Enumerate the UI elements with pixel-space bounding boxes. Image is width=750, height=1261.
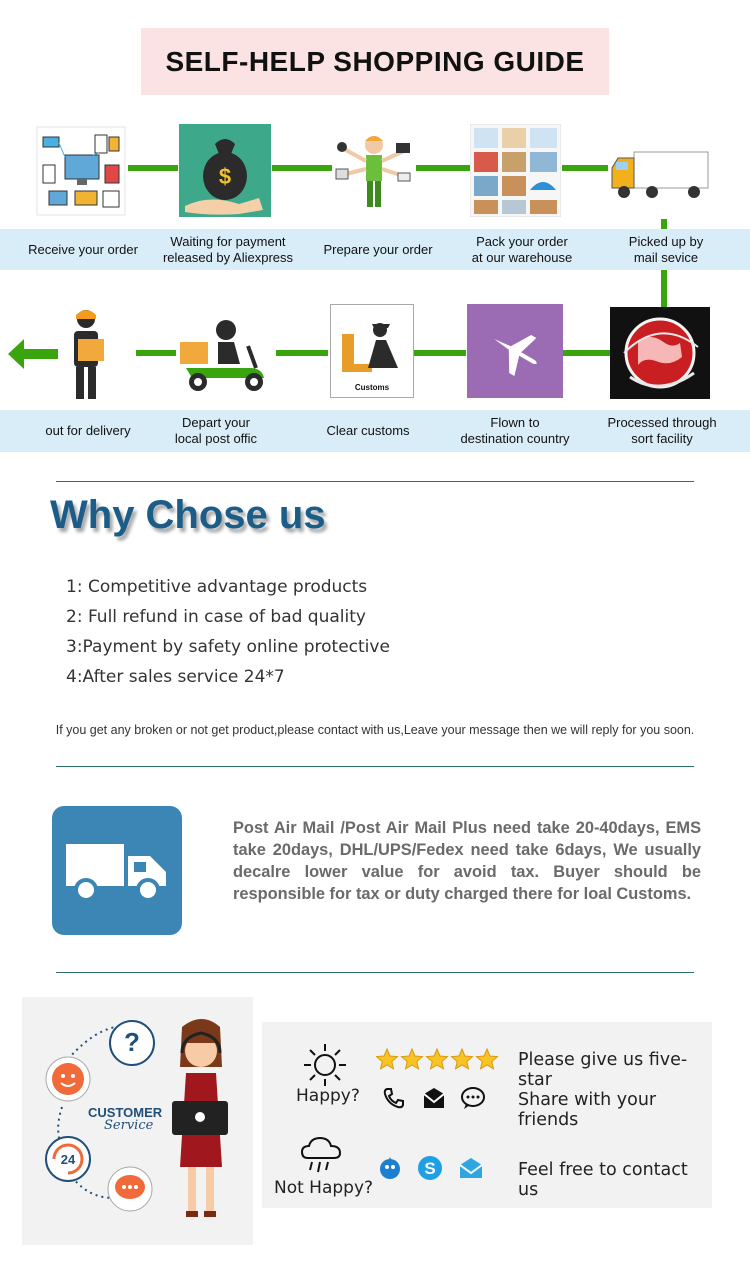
step-label: Flown to destination country bbox=[460, 415, 570, 446]
star-icon[interactable] bbox=[402, 1049, 423, 1069]
skype-icon[interactable] bbox=[416, 1154, 444, 1182]
step-label: Picked up by mail sevice bbox=[628, 233, 704, 265]
divider bbox=[56, 481, 694, 482]
customer-label: CUSTOMER bbox=[88, 1105, 163, 1120]
flow-connector bbox=[416, 165, 470, 171]
rain-cloud-icon bbox=[298, 1134, 344, 1176]
envelope-icon[interactable] bbox=[458, 1156, 484, 1180]
flow-connector bbox=[661, 270, 667, 308]
star-icon[interactable] bbox=[427, 1049, 448, 1069]
title-banner bbox=[141, 28, 609, 95]
step-label: out for delivery bbox=[45, 423, 131, 438]
step-label: Prepare your order bbox=[323, 241, 433, 257]
happy-label: Happy? bbox=[296, 1086, 360, 1106]
devices-icon bbox=[35, 125, 127, 217]
warehouse-icon bbox=[470, 124, 561, 217]
airplane-icon bbox=[467, 304, 563, 398]
flow-connector bbox=[272, 165, 332, 171]
scooter-icon bbox=[178, 316, 270, 396]
left-arrow-icon bbox=[8, 339, 58, 369]
five-star-rating[interactable] bbox=[376, 1048, 500, 1072]
money-bag-icon bbox=[179, 124, 271, 217]
flow-connector bbox=[128, 165, 178, 171]
step-label: Receive your order bbox=[28, 241, 138, 257]
busy-worker-icon bbox=[334, 125, 414, 217]
sun-icon bbox=[302, 1042, 348, 1088]
star-icon[interactable] bbox=[377, 1049, 398, 1069]
globe-icon bbox=[610, 307, 710, 399]
contact-text: Feel free to contact us bbox=[518, 1160, 688, 1200]
messenger-icon[interactable] bbox=[378, 1156, 402, 1180]
why-item: 2: Full refund in case of bad quality bbox=[66, 607, 366, 627]
truck-icon bbox=[610, 150, 710, 200]
svg-text:S: S bbox=[424, 1159, 436, 1178]
chat-icon[interactable] bbox=[460, 1086, 486, 1110]
question-icon: ? bbox=[124, 1027, 140, 1057]
star-icon[interactable] bbox=[477, 1049, 498, 1069]
feedback-panel bbox=[262, 1022, 712, 1208]
flow-connector bbox=[563, 350, 610, 356]
divider bbox=[56, 766, 694, 767]
svg-text:$: $ bbox=[218, 164, 232, 189]
customs-icon bbox=[330, 304, 414, 398]
customs-caption: Customs bbox=[354, 383, 390, 392]
why-item: 3:Payment by safety online protective bbox=[66, 637, 390, 657]
shipping-info: Post Air Mail /Post Air Mail Plus need take 20-40days, EMS take 20days, DHL/UPS/Fedex need take 6days, We usually decalre lower value for avoid tax. Buyer should be responsible for tax or duty charged there for loal Customs. bbox=[233, 819, 701, 903]
page-title: SELF-HELP SHOPPING GUIDE bbox=[165, 45, 585, 77]
service-label: Service bbox=[104, 1118, 154, 1133]
phone-icon[interactable] bbox=[382, 1086, 406, 1110]
why-item: 4:After sales service 24*7 bbox=[66, 667, 285, 687]
customer-service-panel bbox=[22, 997, 253, 1245]
mail-icon[interactable] bbox=[422, 1086, 446, 1110]
not-happy-label: Not Happy? bbox=[274, 1178, 374, 1198]
step-label: Clear customs bbox=[326, 423, 410, 438]
24-hour-icon: 24 bbox=[60, 1152, 76, 1167]
courier-icon bbox=[64, 307, 108, 403]
star-icon[interactable] bbox=[452, 1049, 473, 1069]
flow-connector bbox=[136, 350, 176, 356]
contact-note: If you get any broken or not get product,please contact with us,Leave your message then we will reply for you soon. bbox=[55, 723, 695, 737]
why-item: 1: Competitive advantage products bbox=[66, 577, 368, 597]
delivery-truck-icon bbox=[52, 806, 182, 935]
five-star-text: Please give us five-star bbox=[518, 1050, 688, 1090]
flow-connector bbox=[562, 165, 608, 171]
flow-connector bbox=[414, 350, 466, 356]
step-label: Waiting for payment released by Aliexpress bbox=[162, 233, 294, 265]
share-text: Share with your friends bbox=[518, 1090, 657, 1130]
step-label: Pack your order at our warehouse bbox=[471, 233, 573, 265]
step-label: Processed through sort facility bbox=[607, 415, 717, 446]
why-heading: Why Chose us bbox=[50, 493, 326, 537]
flow-connector bbox=[276, 350, 328, 356]
step-label: Depart your local post offic bbox=[174, 415, 258, 446]
divider bbox=[56, 972, 694, 973]
